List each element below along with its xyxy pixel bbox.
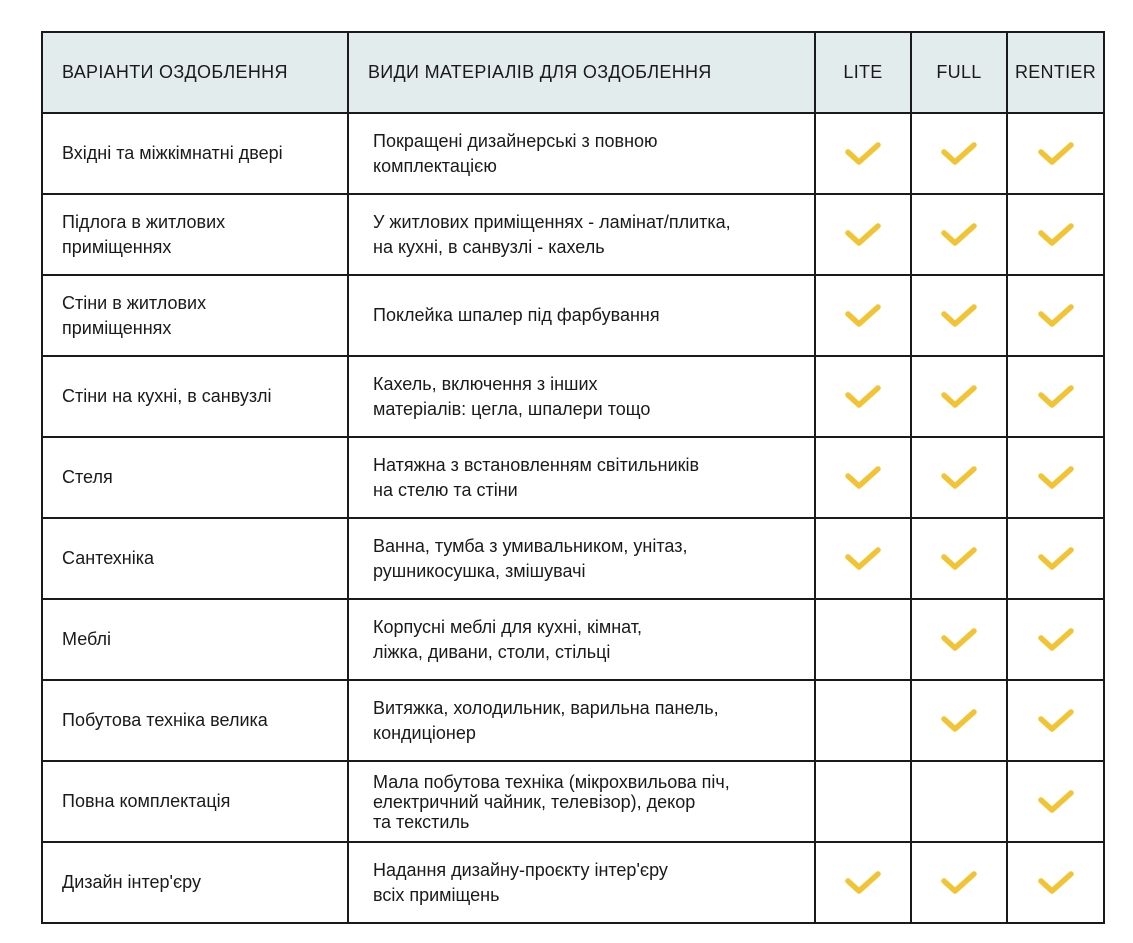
table-row [42, 842, 1104, 923]
full-cell [911, 356, 1007, 437]
check-icon [941, 384, 977, 410]
header-option: ВАРІАНТИ ОЗДОБЛЕННЯ [42, 32, 348, 113]
table-row [42, 599, 1104, 680]
full-cell [911, 113, 1007, 194]
check-icon [941, 465, 977, 491]
rentier-cell [1007, 437, 1104, 518]
option-cell [42, 356, 348, 437]
table-row [42, 437, 1104, 518]
header-rentier: RENTIER [1007, 32, 1104, 113]
check-icon [941, 627, 977, 653]
option-label: Побутова техніка велика [62, 710, 268, 730]
lite-cell [815, 842, 911, 923]
option-label: Меблі [62, 629, 112, 649]
option-label: Дизайн інтер'єру [62, 872, 201, 892]
option-label: Підлога в житлових приміщеннях [62, 211, 226, 257]
rentier-cell [1007, 275, 1104, 356]
rentier-cell [1007, 356, 1104, 437]
check-icon [845, 141, 881, 167]
table-body [42, 113, 1104, 923]
check-icon [1038, 789, 1074, 815]
check-icon [1038, 708, 1074, 734]
check-icon [941, 303, 977, 329]
check-icon [845, 222, 881, 248]
materials-cell [348, 680, 815, 761]
option-cell [42, 761, 348, 842]
rentier-cell [1007, 761, 1104, 842]
lite-cell [815, 356, 911, 437]
finishing-comparison-table [41, 31, 1105, 924]
option-cell [42, 518, 348, 599]
rentier-cell [1007, 842, 1104, 923]
full-cell [911, 275, 1007, 356]
header-materials: ВИДИ МАТЕРІАЛІВ ДЛЯ ОЗДОБЛЕННЯ [348, 32, 815, 113]
check-icon [1038, 465, 1074, 491]
materials-label: Витяжка, холодильник, варильна панель, кондиціонер [373, 697, 719, 743]
check-icon [1038, 141, 1074, 167]
table-row [42, 356, 1104, 437]
check-icon [941, 870, 977, 896]
check-icon [845, 546, 881, 572]
materials-cell [348, 599, 815, 680]
materials-cell [348, 113, 815, 194]
lite-cell [815, 194, 911, 275]
materials-label: У житлових приміщеннях - ламінат/плитка, на кухні, в санвузлі - кахель [373, 211, 731, 257]
table-row [42, 194, 1104, 275]
check-icon [941, 222, 977, 248]
option-cell [42, 113, 348, 194]
option-label: Стеля [62, 467, 113, 487]
header-lite: LITE [815, 32, 911, 113]
full-cell [911, 842, 1007, 923]
option-cell [42, 437, 348, 518]
table-row [42, 113, 1104, 194]
check-icon [1038, 303, 1074, 329]
table-row [42, 275, 1104, 356]
check-icon [1038, 627, 1074, 653]
materials-cell [348, 518, 815, 599]
option-cell [42, 599, 348, 680]
materials-label: Натяжна з встановленням світильників на стелю та стіни [373, 454, 700, 500]
option-cell [42, 680, 348, 761]
check-icon [941, 546, 977, 572]
full-cell [911, 761, 1007, 842]
full-cell [911, 518, 1007, 599]
lite-cell [815, 518, 911, 599]
materials-label: Корпусні меблі для кухні, кімнат, ліжка, дивани, столи, стільці [373, 616, 643, 662]
lite-cell [815, 680, 911, 761]
table-row [42, 680, 1104, 761]
option-cell [42, 275, 348, 356]
lite-cell [815, 437, 911, 518]
check-icon [941, 141, 977, 167]
header-full: FULL [911, 32, 1007, 113]
option-label: Стіни на кухні, в санвузлі [62, 386, 272, 406]
materials-cell [348, 356, 815, 437]
rentier-cell [1007, 194, 1104, 275]
header-row [42, 32, 1104, 113]
rentier-cell [1007, 113, 1104, 194]
materials-cell [348, 194, 815, 275]
option-cell [42, 842, 348, 923]
check-icon [1038, 384, 1074, 410]
materials-label: Кахель, включення з інших матеріалів: цегла, шпалери тощо [373, 373, 651, 419]
option-label: Вхідні та міжкімнатні двері [62, 143, 283, 163]
table-row [42, 518, 1104, 599]
option-label: Повна комплектація [62, 791, 231, 811]
option-label: Сантехніка [62, 548, 155, 568]
materials-cell [348, 275, 815, 356]
full-cell [911, 680, 1007, 761]
full-cell [911, 437, 1007, 518]
check-icon [845, 384, 881, 410]
lite-cell [815, 761, 911, 842]
lite-cell [815, 599, 911, 680]
materials-label: Мала побутова техніка (мікрохвильова піч, електричний чайник, телевізор), декор та текстиль [373, 771, 730, 832]
materials-cell [348, 842, 815, 923]
check-icon [845, 303, 881, 329]
option-cell [42, 194, 348, 275]
full-cell [911, 194, 1007, 275]
rentier-cell [1007, 599, 1104, 680]
rentier-cell [1007, 680, 1104, 761]
materials-label: Ванна, тумба з умивальником, унітаз, рушникосушка, змішувачі [373, 535, 688, 581]
check-icon [1038, 222, 1074, 248]
check-icon [1038, 546, 1074, 572]
lite-cell [815, 113, 911, 194]
table-row [42, 761, 1104, 842]
option-label: Стіни в житлових приміщеннях [62, 292, 207, 338]
check-icon [845, 465, 881, 491]
full-cell [911, 599, 1007, 680]
materials-label: Надання дизайну-проєкту інтер'єру всіх приміщень [373, 859, 668, 905]
check-icon [1038, 870, 1074, 896]
check-icon [845, 870, 881, 896]
materials-cell [348, 761, 815, 842]
materials-cell [348, 437, 815, 518]
materials-label: Поклейка шпалер під фарбування [373, 305, 660, 325]
check-icon [941, 708, 977, 734]
lite-cell [815, 275, 911, 356]
materials-label: Покращені дизайнерські з повною комплектацією [373, 130, 658, 176]
rentier-cell [1007, 518, 1104, 599]
